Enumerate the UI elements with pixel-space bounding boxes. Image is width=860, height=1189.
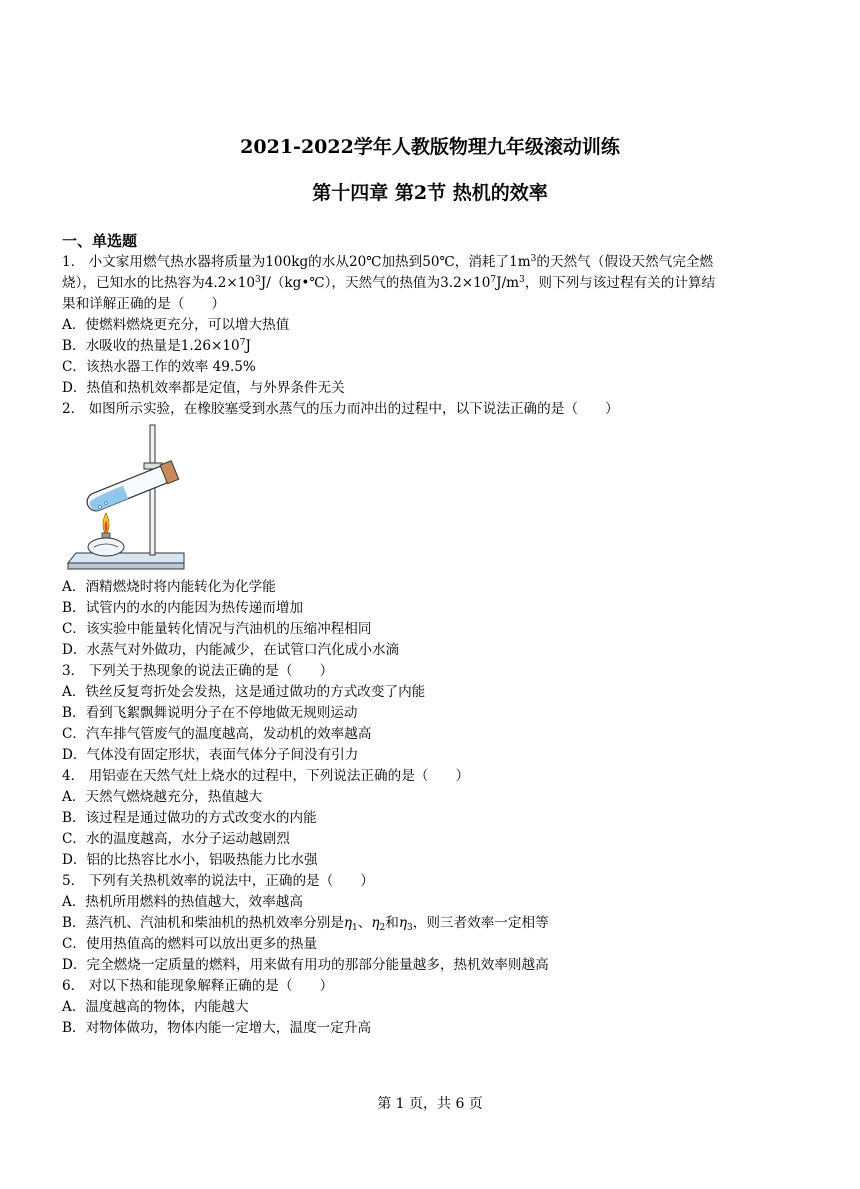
q3-option-b: B．看到飞絮飘舞说明分子在不停地做无规则运动 xyxy=(62,705,358,721)
q1-stem-line-1: 1． 小文家用燃气热水器将质量为100kg的水从20℃加热到50℃，消耗了$1m^3$的天然气（假设天然气完全燃 xyxy=(62,254,714,270)
q5-option-a: A．热机所用燃料的热值越大，效率越高 xyxy=(62,894,303,910)
q1-option-b: B．水吸收的热量是$1.26\times 10^7J$ xyxy=(62,338,251,354)
q3-option-d: D．气体没有固定形状，表面气体分子间没有引力 xyxy=(62,747,359,763)
q4-option-b: B．该过程是通过做功的方式改变水的内能 xyxy=(62,810,317,826)
q4-option-c: C．水的温度越高，水分子运动越剧烈 xyxy=(62,831,290,847)
q3-option-c: C．汽车排气管废气的温度越高，发动机的效率越高 xyxy=(62,726,372,742)
q1-option-d: D．热值和热机效率都是定值，与外界条件无关 xyxy=(62,380,345,396)
q1-stem-line-3: 果和详解正确的是（ ） xyxy=(62,296,226,312)
section-heading: 一、单选题 xyxy=(62,232,138,250)
q4-stem: 4． 用铝壶在天然气灶上烧水的过程中，下列说法正确的是（ ） xyxy=(62,768,470,784)
q6-option-a: A．温度越高的物体，内能越大 xyxy=(62,999,249,1015)
document-subtitle: 第十四章 第2节 热机的效率 xyxy=(312,182,548,204)
q2-option-c: C．该实验中能量转化情况与汽油机的压缩冲程相同 xyxy=(62,621,372,637)
q4-option-a: A．天然气燃烧越充分，热值越大 xyxy=(62,789,263,805)
q3-option-a: A．铁丝反复弯折处会发热，这是通过做功的方式改变了内能 xyxy=(62,684,426,700)
q5-option-d: D．完全燃烧一定质量的燃料，用来做有用功的那部分能量越多，热机效率则越高 xyxy=(62,957,549,973)
q1-stem-line-2: 烧），已知水的比热容为$4.2\times 10^3J/(kg•℃)$，天然气的热值为$3.2\times 10^7J/m^3$，则下列与该过程有关的计算结 xyxy=(62,275,716,291)
experiment-figure xyxy=(62,420,842,577)
q5-option-b: B．蒸汽机、汽油机和柴油机的热机效率分别是$\eta_1$、$\eta_2$和$\eta_3$，则三者效率一定相等 xyxy=(62,915,549,933)
question-list xyxy=(62,252,842,1039)
q6-option-b: B．对物体做功，物体内能一定增大，温度一定升高 xyxy=(62,1020,372,1036)
q2-stem: 2． 如图所示实验，在橡胶塞受到水蒸气的压力而冲出的过程中，以下说法正确的是（ ） xyxy=(62,401,619,417)
q1-option-c: C．该热水器工作的效率 49.5% xyxy=(62,359,256,375)
q4-option-d: D．铝的比热容比水小，铝吸热能力比水强 xyxy=(62,852,318,868)
q2-option-d: D．水蒸气对外做功，内能减少，在试管口汽化成小水滴 xyxy=(62,642,400,658)
test-tube-alcohol-lamp-illustration xyxy=(66,423,186,573)
q2-option-b: B．试管内的水的内能因为热传递而增加 xyxy=(62,600,304,616)
q2-option-a: A．酒精燃烧时将内能转化为化学能 xyxy=(62,579,276,595)
page-footer: 第 1 页，共 6 页 xyxy=(377,1096,483,1112)
q6-stem: 6． 对以下热和能现象解释正确的是（ ） xyxy=(62,978,334,994)
q3-stem: 3． 下列关于热现象的说法正确的是（ ） xyxy=(62,663,334,679)
document-title: 2021-2022学年人教版物理九年级滚动训练 xyxy=(240,136,620,158)
q5-stem: 5． 下列有关热机效率的说法中，正确的是（ ） xyxy=(62,873,375,889)
q5-option-c: C．使用热值高的燃料可以放出更多的热量 xyxy=(62,936,318,952)
q1-option-a: A．使燃料燃烧更充分，可以增大热值 xyxy=(62,317,290,333)
